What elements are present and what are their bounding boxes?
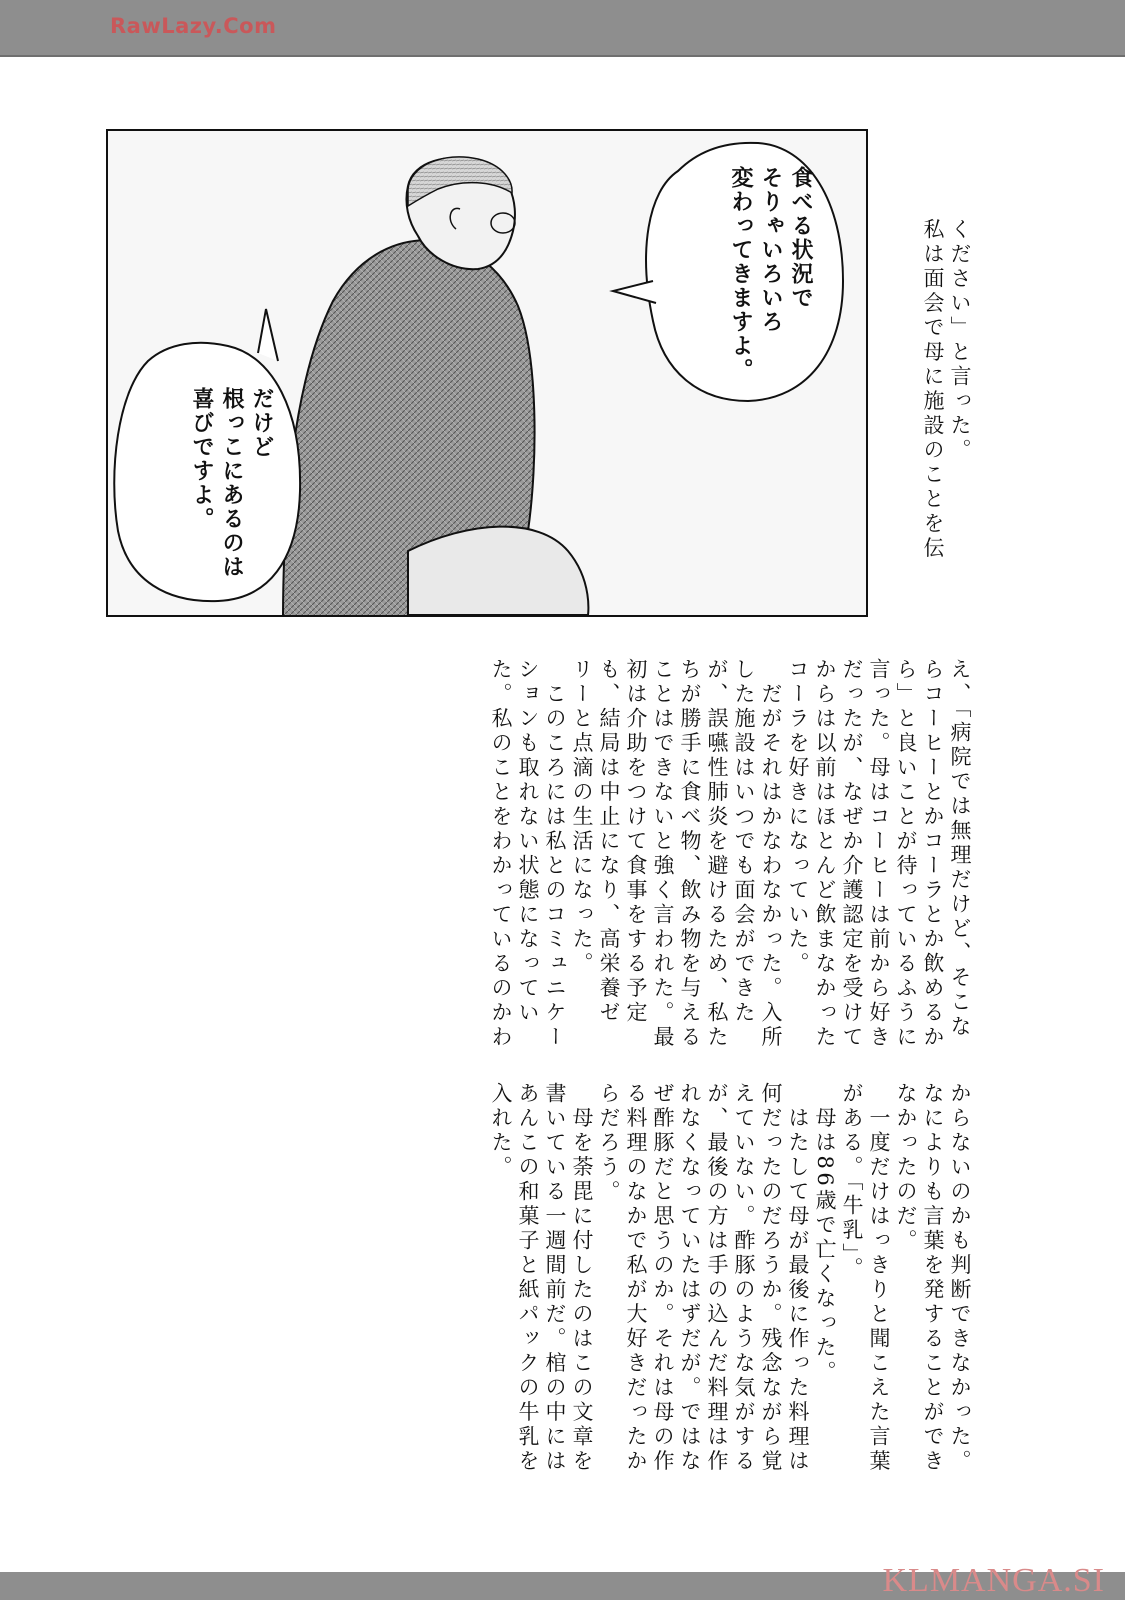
manga-panel: [106, 129, 868, 617]
speech-bubble-2-text: だけど 根っこにあるのは 喜びですよ。: [189, 387, 274, 579]
speech-bubble-1-text: 食べる状況で そりゃいろいろ 変わってきますよ。: [728, 166, 813, 382]
watermark-top: RawLazy.Com: [110, 14, 277, 38]
body-text-middle: え、「病院では無理だけど、そこな らコーヒーとかコーラとか飲めるか ら」と良いことが待っているふうに 言った。母はコーヒーは前から好き だったが、なぜか介護認定を受けて からは以前はほとんど飲まなかった コーラを好きになっていた。 だがそれはかなわなかった。入所 した施設はいつでも面会ができた が、誤嚥性肺炎を避けるため、私た ちが勝手に食べ物、飲み物を与える ことはできないと強く言われた。最 初は介助をつけて食事をする予定 も、結局は中止になり、高栄養ゼ リーと点滴の生活になった。 このころには私とのコミュニケー ションも取れない状態になってい た。私のことをわかっているのかわ: [489, 658, 972, 1050]
body-text-bottom: からないのかも判断できなかった。 なによりも言葉を発することができ なかったのだ。 一度だけはっきりと聞こえた言葉 がある。「牛乳」。 母は86歳で亡くなった。 はたして母が最後に作った料理は 何だったのだろうか。残念ながら覚 えていない。酢豚のような気がする が、最後の方は手の込んだ料理は作 れなくなっていたはずだが。ではな ぜ酢豚だと思うのか。それは母の作 る料理のなかで私が大好きだったか らだろう。 母を荼毘に付したのはこの文章を 書いている一週間前だ。棺の中には あんこの和菓子と紙パックの牛乳を 入れた。: [489, 1082, 972, 1474]
body-text-top: ください」と言った。 私は面会で母に施設のことを伝: [921, 218, 972, 561]
watermark-bottom: KLMANGA.SI: [882, 1562, 1105, 1599]
